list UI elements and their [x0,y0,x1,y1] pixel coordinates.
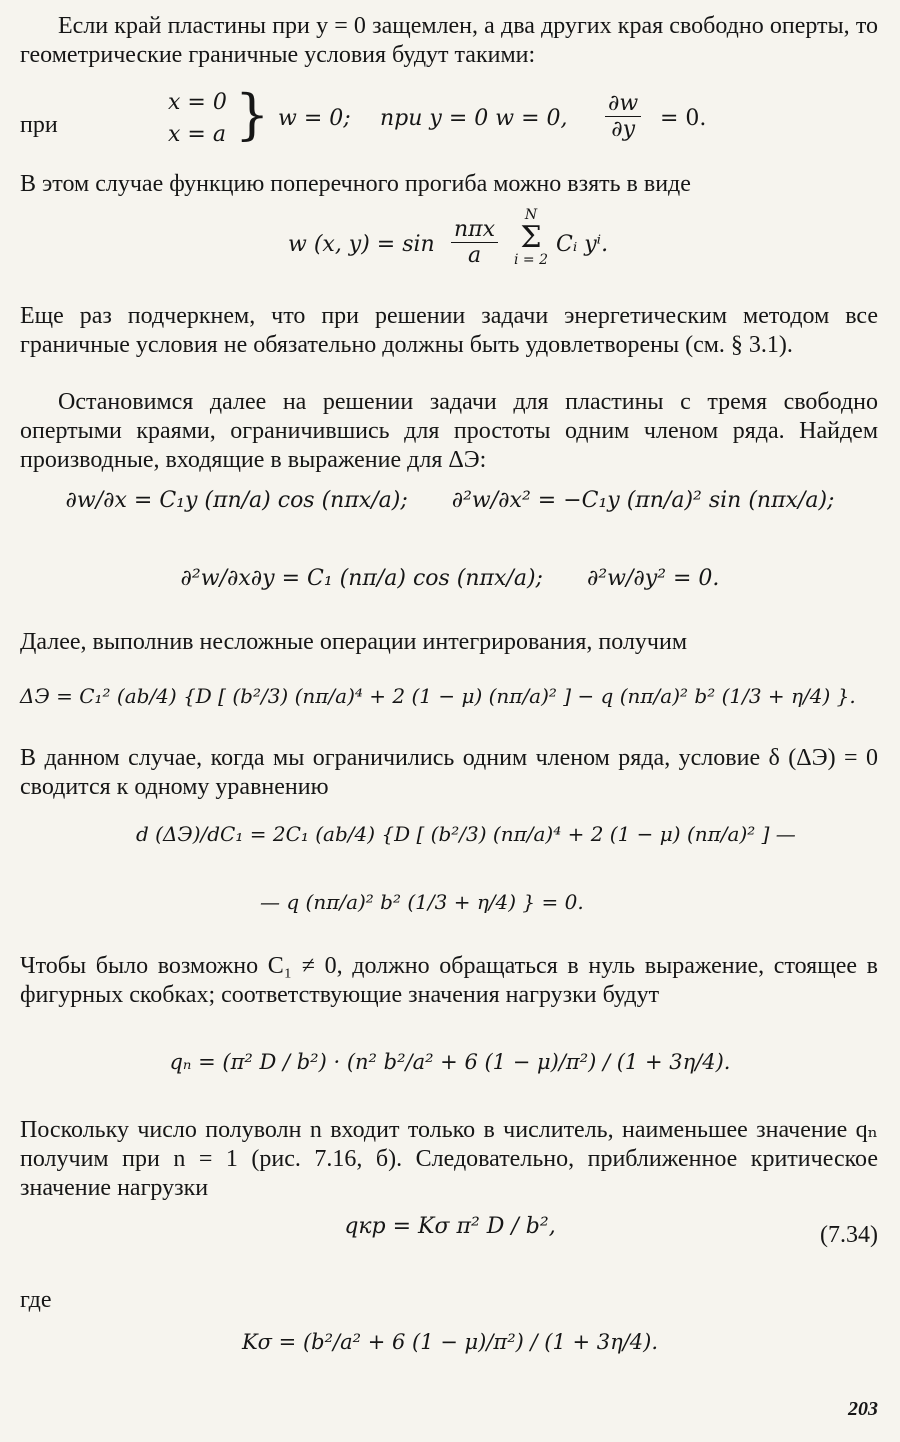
boundary-conditions-formula [0,83,900,154]
bc-derivative [605,92,641,141]
derivative-d2wdxdy: ∂²w/∂x∂y = C₁ (nπ/a) cos (nπx/a); [180,566,543,591]
deflection-function-formula [0,208,900,288]
paragraph-loads: Чтобы было возможно C₁ ≠ 0, должно обращаться в нуль выражение, стоящее в фигурных скобках; соответствующие значения нагрузки будут [20,953,878,1008]
derivative-dwdx: ∂w/∂x = C₁y (πn/a) cos (nπx/a); [65,488,408,513]
w-fraction [451,218,498,267]
paragraph-boundary-conditions: Если край пластины при y = 0 защемлен, а два других края свободно оперты, то геометрические граничные условия будут такими: [20,13,878,68]
w-frac-num: nπx [451,218,498,243]
paragraph-where: где [20,1287,52,1313]
qn-expression: qₙ = (π² D / b²) · (n² b²/a² + 6 (1 − μ)/π²) / (1 + 3η/4). [169,1050,731,1074]
paragraph-integration: Далее, выполнив несложные операции интегрирования, получим [20,629,688,655]
paragraph-condition: В данном случае, когда мы ограничились одним членом ряда, условие δ (ΔЭ) = 0 сводится к одному уравнению [20,745,878,800]
variation-equation-line-2 [260,890,880,930]
energy-increment-formula [20,684,880,728]
summation-sign [514,208,548,269]
critical-loads-formula [0,1050,900,1094]
sigma-icon: Σ [520,220,542,256]
bc-label: при [20,112,58,138]
bc-derivative-rhs: = 0. [660,106,707,131]
page-number: 203 [848,1398,878,1420]
derivatives-row-2 [0,566,900,606]
critical-load-formula [0,1214,900,1258]
w-frac-den: a [467,243,482,269]
bc-derivative-num: ∂w [605,92,641,117]
bc-x0: x = 0 [168,90,227,115]
derivatives-row-1 [0,488,900,528]
derivative-d2wdx2: ∂²w/∂x² = −C₁y (πn/a)² sin (nπx/a); [451,488,835,513]
energy-increment-expression: ΔЭ = C₁² (ab/4) {D [ (b²/3) (nπ/a)⁴ + 2 (1 − μ) (nπ/a)² ] − q (nπ/a)² b² (1/3 + η/4) }. [20,684,856,708]
variation-equation-part-2: — q (nπ/a)² b² (1/3 + η/4) } = 0. [260,890,584,914]
qkr-expression: qкр = Kσ π² D / b², [344,1214,556,1239]
k-sigma-expression: Kσ = (b²/a² + 6 (1 − μ)/π²) / (1 + 3η/4). [241,1330,659,1354]
equation-number: (7.34) [820,1222,878,1248]
coefficient-formula [0,1330,900,1374]
w-term: Cᵢ yⁱ. [556,232,609,257]
variation-equation-line-1 [136,822,876,862]
paragraph-half-waves: Поскольку число полуволн n входит только в числитель, наименьшее значение qₙ получим при n = 1 (рис. 7.16, б). Следовательно, приближенное критическое значение нагрузки [20,1117,878,1201]
bc-w0: w = 0; [278,106,351,131]
bc-derivative-den: ∂y [611,117,636,143]
paragraph-energy-method: Еще раз подчеркнем, что при решении задачи энергетическим методом все граничные условия не обязательно должны быть удовлетворены (см. § 3.1). [20,303,878,358]
paragraph-derivatives: Остановимся далее на решении задачи для пластины с тремя свободно опертыми краями, ограничившись для простоты одним членом ряда. Найдем производные, входящие в выражение для ΔЭ: [20,389,878,473]
right-brace-icon: } [235,83,270,146]
bc-xa: x = a [168,122,226,147]
paragraph-deflection-function: В этом случае функцию поперечного прогиба можно взять в виде [20,171,691,197]
sum-bottom: i = 2 [514,252,549,269]
derivative-d2wdy2: ∂²w/∂y² = 0. [586,566,720,591]
w-lhs: w (x, y) = sin [288,232,435,257]
sum-top: N [524,207,538,223]
bc-y0: при y = 0 w = 0, [380,106,568,131]
variation-equation-part-1: d (ΔЭ)/dC₁ = 2C₁ (ab/4) {D [ (b²/3) (nπ/a)⁴ + 2 (1 − μ) (nπ/a)² ] — [136,822,796,846]
